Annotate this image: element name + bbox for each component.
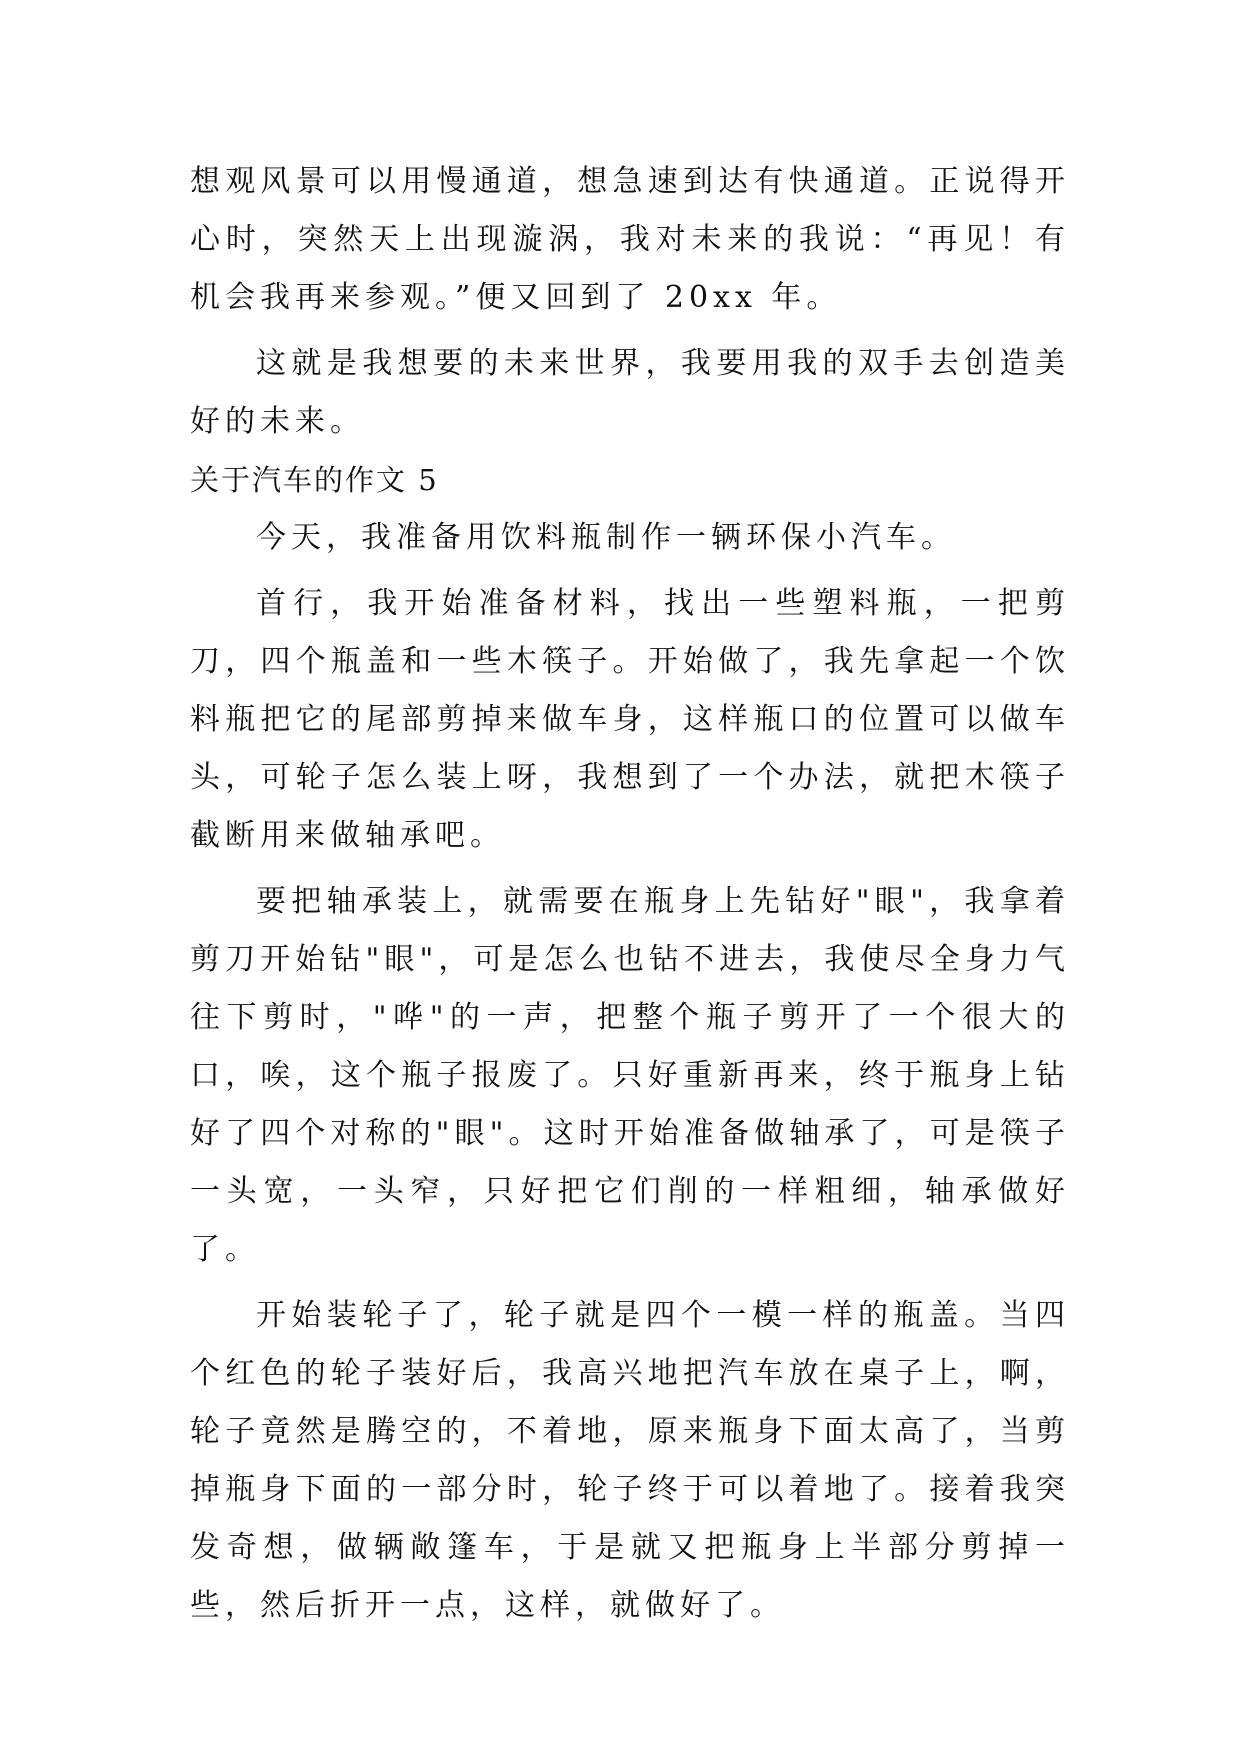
paragraph-5: 要把轴承装上，就需要在瓶身上先钻好"眼"，我拿着剪刀开始钻"眼"，可是怎么也钻不进去，我使尽全身力气往下剪时，"哗"的一声，把整个瓶子剪开了一个很大的口，唉，这个瓶子报废了。只好重新再来，终于瓶身上钻好了四个对称的"眼"。这时开始准备做轴承了，可是筷子一头宽，一头窄，只好把它们削的一样粗细，轴承做好了。: [190, 884, 1070, 1267]
essay-title: 关于汽车的作文 5: [190, 463, 439, 497]
paragraph-3: 今天，我准备用饮料瓶制作一辆环保小汽车。: [256, 520, 956, 555]
paragraph-6: 开始装轮子了，轮子就是四个一模一样的瓶盖。当四个红色的轮子装好后，我高兴地把汽车放在桌子上，啊，轮子竟然是腾空的，不着地，原来瓶身下面太高了，当剪掉瓶身下面的一部分时，轮子终于可以着地了。接着我突发奇想，做辆敞篷车，于是就又把瓶身上半部分剪掉一些，然后折开一点，这样，就做好了。: [190, 1298, 1070, 1623]
paragraph-4: 首行，我开始准备材料，找出一些塑料瓶，一把剪刀，四个瓶盖和一些木筷子。开始做了，我先拿起一个饮料瓶把它的尾部剪掉来做车身，这样瓶口的位置可以做车头，可轮子怎么装上呀，我想到了一个办法，就把木筷子截断用来做轴承吧。: [190, 586, 1070, 853]
paragraph-2: 这就是我想要的未来世界，我要用我的双手去创造美好的未来。: [190, 346, 1070, 439]
paragraph-1: 想观风景可以用慢通道，想急速到达有快通道。正说得开心时，突然天上出现漩涡，我对未来的我说：“再见！有机会我再来参观。”便又回到了 20xx 年。: [190, 164, 1070, 315]
document-body: [190, 153, 1070, 1635]
